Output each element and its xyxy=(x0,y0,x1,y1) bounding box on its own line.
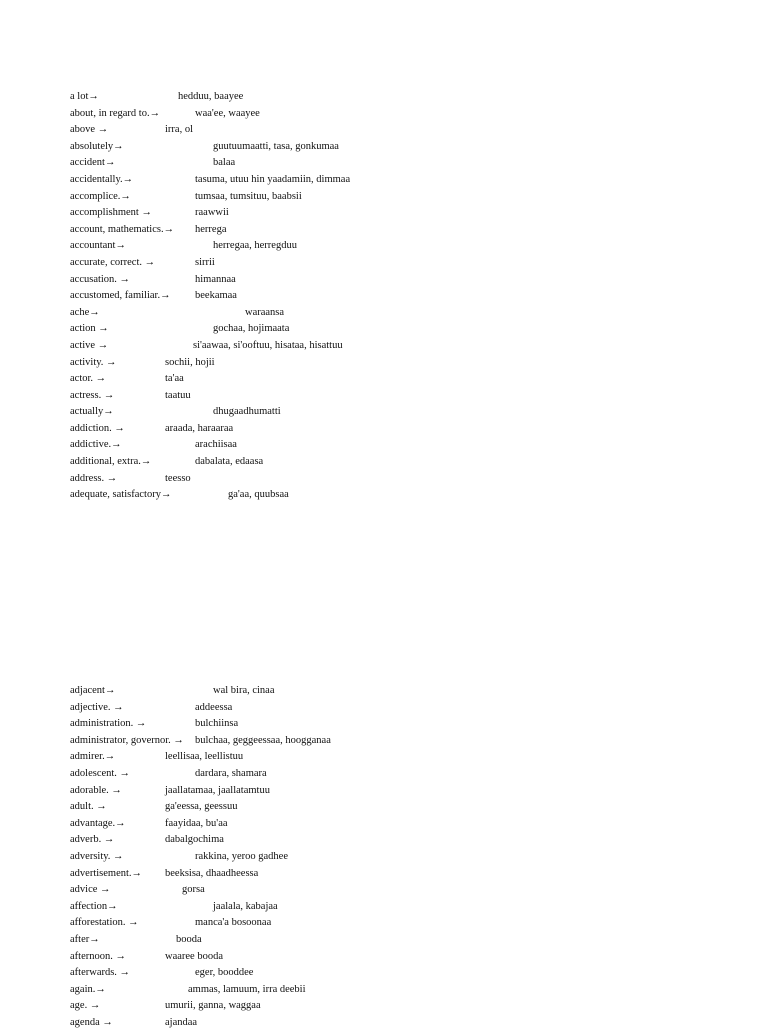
entry-translation: jaalala, kabajaa xyxy=(213,900,278,912)
entries-block-2 xyxy=(70,684,750,1032)
entry xyxy=(70,734,750,751)
entry-translation: bulchaa, geggeessaa, hoogganaa xyxy=(195,734,331,746)
entry-translation: taatuu xyxy=(165,389,191,401)
entries-block-1 xyxy=(70,90,750,505)
entry-translation: eger, booddee xyxy=(195,967,254,979)
entry-translation: araada, haraaraa xyxy=(165,422,234,434)
entry-translation: gochaa, hojimaata xyxy=(213,323,290,335)
entry-term: advice → xyxy=(70,884,111,896)
entry xyxy=(70,850,750,867)
entry-translation: raawwii xyxy=(195,207,229,219)
entry-term: accident→ xyxy=(70,157,116,169)
entry-translation: herrega xyxy=(195,223,227,235)
entry-term: admirer.→ xyxy=(70,751,116,763)
entry-term: administration. → xyxy=(70,718,147,730)
entry xyxy=(70,372,750,389)
entry-translation: tumsaa, tumsituu, baabsii xyxy=(195,190,302,202)
entry xyxy=(70,701,750,718)
entry-term: address. → xyxy=(70,472,118,484)
entry-term: about, in regard to.→ xyxy=(70,107,161,119)
entry-term: adorable. → xyxy=(70,784,122,796)
entry xyxy=(70,256,750,273)
entry-term: activity. → xyxy=(70,356,117,368)
entry xyxy=(70,206,750,223)
entry-term: actually→ xyxy=(70,406,114,418)
entry-translation: beekamaa xyxy=(195,290,237,302)
entry-translation: leellisaa, leellistuu xyxy=(165,751,244,763)
entry-translation: ajandaa xyxy=(165,1016,198,1028)
entry-translation: ammas, lamuum, irra deebii xyxy=(188,983,306,995)
entry-term: absolutely→ xyxy=(70,140,124,152)
entry-term: afterwards. → xyxy=(70,967,131,979)
entry-term: adolescent. → xyxy=(70,767,131,779)
entry-translation: waraansa xyxy=(245,306,285,318)
entry-term: administrator, governor. → xyxy=(70,734,184,746)
entry xyxy=(70,966,750,983)
entry xyxy=(70,883,750,900)
entry-term: adequate, satisfactory→ xyxy=(70,489,172,501)
entry-term: afforestation. → xyxy=(70,917,139,929)
entry-term: advertisement.→ xyxy=(70,867,143,879)
entry xyxy=(70,916,750,933)
entry xyxy=(70,306,750,323)
entry-term: additional, extra.→ xyxy=(70,456,152,468)
entry xyxy=(70,867,750,884)
entry xyxy=(70,356,750,373)
entry xyxy=(70,455,750,472)
entry-term: adversity. → xyxy=(70,850,124,862)
entry xyxy=(70,289,750,306)
entry-translation: wal bira, cinaa xyxy=(213,685,275,696)
entry-term: a lot→ xyxy=(70,91,99,102)
entry xyxy=(70,684,750,701)
entry-term: adult. → xyxy=(70,801,107,813)
entry-term: addictive.→ xyxy=(70,439,122,451)
entry-translation: umurii, ganna, waggaa xyxy=(165,1000,261,1012)
entry-translation: rakkina, yeroo gadhee xyxy=(195,850,288,862)
entry-term: above → xyxy=(70,124,109,136)
entry-translation: si'aawaa, si'ooftuu, hisataa, hisattuu xyxy=(193,339,343,351)
entry-term: accomplishment → xyxy=(70,207,152,219)
entry-term: actor. → xyxy=(70,373,107,385)
entry xyxy=(70,933,750,950)
entry-translation: dabalgochima xyxy=(165,834,224,846)
entry-translation: teesso xyxy=(165,472,191,484)
entry xyxy=(70,488,750,505)
entry-term: affection→ xyxy=(70,900,118,912)
entry xyxy=(70,339,750,356)
entry xyxy=(70,190,750,207)
entry-translation: manca'a bosoonaa xyxy=(195,917,272,929)
entry-translation: balaa xyxy=(213,157,236,169)
entry-translation: tasuma, utuu hin yaadamiin, dimmaa xyxy=(195,173,351,185)
entry xyxy=(70,833,750,850)
entry xyxy=(70,273,750,290)
entry-term: adverb. → xyxy=(70,834,115,846)
entry xyxy=(70,767,750,784)
entry-term: age. → xyxy=(70,1000,101,1012)
entry-term: accidentally.→ xyxy=(70,173,134,185)
entry-term: ache→ xyxy=(70,306,100,318)
entry xyxy=(70,999,750,1016)
entry-translation: himannaa xyxy=(195,273,236,285)
entry-translation: sochii, hojii xyxy=(165,356,215,368)
entry-translation: dhugaadhumatti xyxy=(213,406,281,418)
entry-translation: jaallatamaa, jaallatamtuu xyxy=(165,784,270,796)
entry-term: addiction. → xyxy=(70,422,125,434)
entry xyxy=(70,322,750,339)
entry-term: accurate, correct. → xyxy=(70,256,156,268)
entry-term: accomplice.→ xyxy=(70,190,131,202)
entry-translation: dabalata, edaasa xyxy=(195,456,264,468)
entry xyxy=(70,156,750,173)
entry-term: accustomed, familiar.→ xyxy=(70,290,171,302)
entry xyxy=(70,90,750,107)
entry xyxy=(70,389,750,406)
entry xyxy=(70,784,750,801)
entry-term: adjacent→ xyxy=(70,685,116,696)
entry xyxy=(70,950,750,967)
entry-term: adjective. → xyxy=(70,701,124,713)
entry xyxy=(70,239,750,256)
entry xyxy=(70,717,750,734)
entry xyxy=(70,438,750,455)
entry-term: actress. → xyxy=(70,389,115,401)
entry-term: advantage.→ xyxy=(70,817,126,829)
entry xyxy=(70,223,750,240)
entry-translation: ta'aa xyxy=(165,373,184,385)
entry xyxy=(70,140,750,157)
entry-translation: addeessa xyxy=(195,701,233,713)
entry xyxy=(70,817,750,834)
entry-translation: dardara, shamara xyxy=(195,767,267,779)
entry-translation: waaree booda xyxy=(165,950,224,962)
entry-translation: guutuumaatti, tasa, gonkumaa xyxy=(213,140,339,152)
entry-term: accusation. → xyxy=(70,273,131,285)
entry-translation: sirrii xyxy=(195,256,215,268)
entry xyxy=(70,983,750,1000)
entry xyxy=(70,900,750,917)
entry xyxy=(70,800,750,817)
entry-translation: irra, ol xyxy=(165,124,193,136)
entry-translation: waa'ee, waayee xyxy=(195,107,260,119)
entry-translation: faayidaa, bu'aa xyxy=(165,817,228,829)
entry-translation: ga'eessa, geessuu xyxy=(165,801,238,813)
entry-term: active → xyxy=(70,339,109,351)
entry-translation: hedduu, baayee xyxy=(178,91,244,102)
entry-term: account, mathematics.→ xyxy=(70,223,175,235)
entry-translation: beeksisa, dhaadheessa xyxy=(165,867,259,879)
entry-term: agenda → xyxy=(70,1016,113,1028)
entry-term: action → xyxy=(70,323,109,335)
entry-term: afternoon. → xyxy=(70,950,126,962)
entry-term: again.→ xyxy=(70,983,106,995)
entry-translation: gorsa xyxy=(182,884,205,896)
entry-translation: bulchiinsa xyxy=(195,718,239,730)
entry xyxy=(70,405,750,422)
entry-term: after→ xyxy=(70,933,100,945)
entry-translation: arachiisaa xyxy=(195,439,237,451)
entry xyxy=(70,472,750,489)
entry-term: accountant→ xyxy=(70,240,126,252)
entry-translation: booda xyxy=(176,933,202,945)
entry xyxy=(70,107,750,124)
entry-translation: herregaa, herregduu xyxy=(213,240,297,252)
entry xyxy=(70,750,750,767)
entry xyxy=(70,123,750,140)
entry xyxy=(70,173,750,190)
entry-translation: ga'aa, quubsaa xyxy=(228,489,289,501)
entry xyxy=(70,422,750,439)
